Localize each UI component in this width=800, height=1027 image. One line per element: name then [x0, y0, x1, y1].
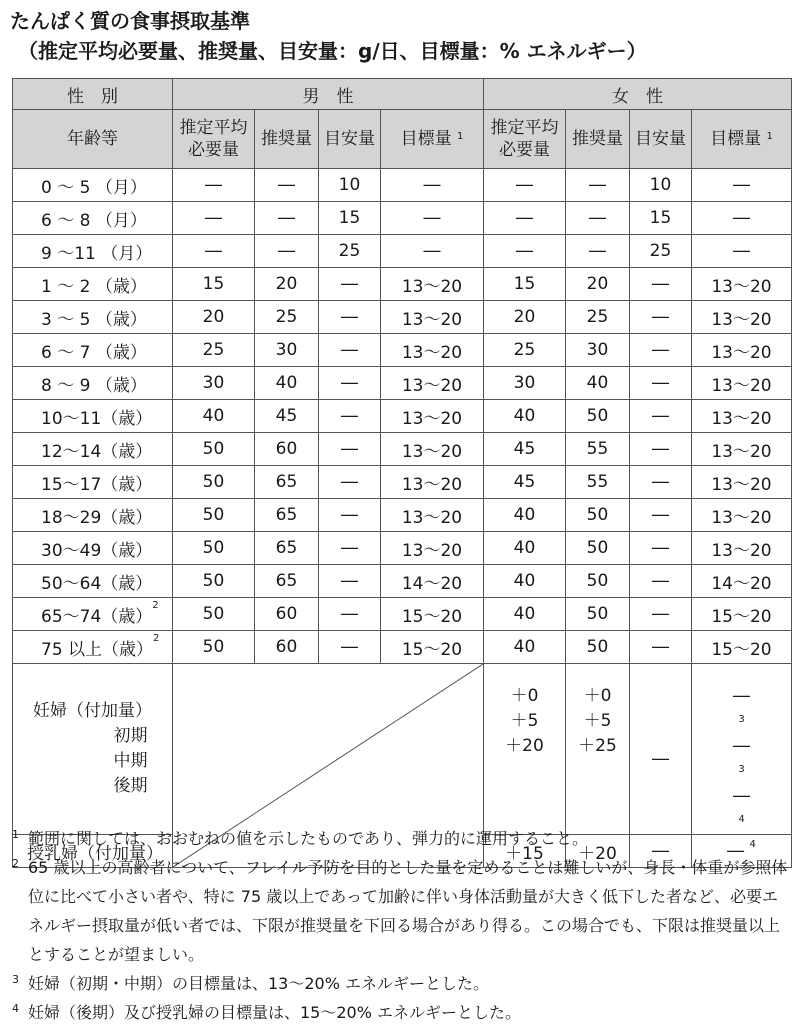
dg-header-note: 1	[766, 131, 773, 142]
male-rda-value: ―	[255, 202, 319, 235]
female-rda-value: 55	[566, 466, 630, 499]
pregnant-dg-early	[692, 684, 791, 734]
female-ai-value: ―	[630, 433, 692, 466]
table-row	[13, 235, 792, 268]
footnotes	[12, 824, 792, 1027]
female-dg-value: ―	[692, 169, 792, 202]
dg-value: ―	[733, 736, 750, 756]
dg-value: ―	[733, 686, 750, 706]
female-ear-value: 40	[484, 598, 566, 631]
male-dg-value: ―	[381, 202, 484, 235]
male-ear-value: 25	[173, 334, 255, 367]
female-ear-value: 45	[484, 466, 566, 499]
male-ear-value: ―	[173, 169, 255, 202]
table-row	[13, 532, 792, 565]
female-ai-value: ―	[630, 565, 692, 598]
age-cell	[13, 433, 173, 466]
age-label: 9 ～11 （月）	[41, 243, 153, 264]
footnote-mark: 3	[12, 973, 19, 986]
pregnant-label: 妊婦（付加量）	[33, 701, 152, 721]
male-dg-value: 13～20	[381, 499, 484, 532]
age-note: 2	[153, 632, 160, 644]
age-label: 6 ～ 8 （月）	[41, 210, 147, 231]
age-cell	[13, 367, 173, 400]
male-rda-value: 60	[255, 631, 319, 664]
male-rda-value: ―	[255, 235, 319, 268]
female-ai-value: ―	[630, 367, 692, 400]
male-ear-value: 50	[173, 532, 255, 565]
female-ear-header	[484, 110, 566, 169]
male-dg-value: ―	[381, 169, 484, 202]
female-dg-value: 13～20	[692, 367, 792, 400]
female-ear-value: 40	[484, 565, 566, 598]
age-label: 75 以上（歳）	[41, 639, 154, 660]
female-ear-value: 25	[484, 334, 566, 367]
dg-note: 3	[738, 714, 745, 725]
female-ai-value: ―	[630, 631, 692, 664]
male-rda-value: 65	[255, 499, 319, 532]
table-row	[13, 334, 792, 367]
female-ear-value: 40	[484, 499, 566, 532]
male-ai-value: 25	[319, 235, 381, 268]
female-dg-value: 13～20	[692, 532, 792, 565]
age-cell	[13, 400, 173, 433]
male-ai-value: ―	[319, 565, 381, 598]
female-ai-value: ―	[630, 532, 692, 565]
female-ai-value: ―	[630, 334, 692, 367]
female-ai-value: ―	[630, 598, 692, 631]
male-rda-value: 65	[255, 565, 319, 598]
pregnant-row	[13, 664, 792, 835]
male-ear-value: 50	[173, 631, 255, 664]
female-rda-value: 50	[566, 499, 630, 532]
pregnant-rda-mid: ＋5	[583, 711, 612, 731]
male-ear-value: 30	[173, 367, 255, 400]
footnote-mark: 1	[12, 828, 19, 841]
age-label: 12～14（歳）	[41, 441, 153, 462]
age-label: 6 ～ 7 （歳）	[41, 342, 147, 363]
female-dg-header	[692, 110, 792, 169]
male-dg-header	[381, 110, 484, 169]
footnote-text: 65 歳以上の高齢者について、フレイル予防を目的とした量を定めることは難しいが、身長・体重が参照体位に比べて小さい者や、特に 75 歳以上であって加齢に伴い身体活動量が大きく低下した者など、必要エネルギー摂取量が低い者では、下限が推奨量を下回る場合があり得る。この場合でも、下限は推奨量以上とすることが望ましい。	[28, 858, 788, 964]
male-dg-value: 13～20	[381, 400, 484, 433]
pregnant-early: 初期	[113, 726, 148, 746]
female-ai-value: ―	[630, 466, 692, 499]
male-dg-value: 15～20	[381, 598, 484, 631]
male-ai-value: ―	[319, 499, 381, 532]
male-ear-value: 15	[173, 268, 255, 301]
male-ear-value: 20	[173, 301, 255, 334]
female-dg-value: ―	[692, 202, 792, 235]
male-dg-value: 14～20	[381, 565, 484, 598]
female-rda-value: ―	[566, 202, 630, 235]
female-ai-header: 目安量	[630, 110, 692, 169]
dg-header-label: 目標量	[710, 129, 762, 149]
male-dg-value: ―	[381, 235, 484, 268]
male-rda-value: 40	[255, 367, 319, 400]
age-note: 2	[152, 599, 159, 611]
female-rda-value: ―	[566, 235, 630, 268]
age-label: 0 ～ 5 （月）	[41, 177, 147, 198]
table-row	[13, 565, 792, 598]
female-dg-value: 13～20	[692, 268, 792, 301]
age-cell	[13, 235, 173, 268]
age-label: 30～49（歳）	[41, 540, 153, 561]
male-dg-value: 13～20	[381, 334, 484, 367]
ear-header-line1: 推定平均	[179, 118, 248, 138]
dg-note: 4	[749, 839, 756, 850]
male-rda-value: 30	[255, 334, 319, 367]
pregnant-dg-cell	[692, 664, 792, 835]
male-ai-header: 目安量	[319, 110, 381, 169]
age-cell	[13, 466, 173, 499]
age-label: 3 ～ 5 （歳）	[41, 309, 147, 330]
male-dg-value: 15～20	[381, 631, 484, 664]
female-ear-value: ―	[484, 235, 566, 268]
table-row	[13, 499, 792, 532]
male-ai-value: ―	[319, 334, 381, 367]
pregnant-ear-early: ＋0	[510, 686, 539, 706]
age-cell	[13, 631, 173, 664]
table-row	[13, 169, 792, 202]
dg-header-note: 1	[457, 131, 464, 142]
female-ear-value: ―	[484, 202, 566, 235]
female-rda-value: 50	[566, 631, 630, 664]
table-body	[13, 169, 792, 868]
table-row	[13, 631, 792, 664]
female-dg-value: 15～20	[692, 631, 792, 664]
male-ai-value: 10	[319, 169, 381, 202]
male-rda-value: ―	[255, 169, 319, 202]
table-row	[13, 202, 792, 235]
male-ai-value: ―	[319, 532, 381, 565]
footnote-mark: 4	[12, 1002, 19, 1015]
age-cell	[13, 301, 173, 334]
male-ai-value: ―	[319, 466, 381, 499]
male-dg-value: 13～20	[381, 532, 484, 565]
table-row	[13, 400, 792, 433]
sex-header: 性 別	[13, 79, 173, 110]
age-label: 15～17（歳）	[41, 474, 153, 495]
pregnant-rda-cell	[566, 664, 630, 835]
male-ai-value: ―	[319, 301, 381, 334]
female-ear-value: 30	[484, 367, 566, 400]
ear-header-line2: 必要量	[188, 140, 239, 160]
male-ai-value: ―	[319, 631, 381, 664]
footnote	[12, 969, 792, 998]
male-ear-value: ―	[173, 202, 255, 235]
female-rda-value: 20	[566, 268, 630, 301]
male-ear-value: 50	[173, 466, 255, 499]
age-label: 50～64（歳）	[41, 573, 153, 594]
female-rda-value: 30	[566, 334, 630, 367]
male-ear-header	[173, 110, 255, 169]
male-rda-value: 25	[255, 301, 319, 334]
page-title	[10, 6, 647, 66]
table-row	[13, 367, 792, 400]
female-dg-value: 13～20	[692, 433, 792, 466]
lactating-rda: ＋20	[566, 835, 630, 868]
male-ear-value: 40	[173, 400, 255, 433]
ear-header-line2: 必要量	[499, 140, 550, 160]
table-row	[13, 301, 792, 334]
pregnant-mid: 中期	[113, 751, 148, 771]
male-ai-value: ―	[319, 433, 381, 466]
footnote	[12, 853, 792, 969]
table-row	[13, 598, 792, 631]
male-rda-value: 45	[255, 400, 319, 433]
female-rda-value: 40	[566, 367, 630, 400]
female-ear-value: 20	[484, 301, 566, 334]
male-header: 男 性	[173, 79, 484, 110]
female-ear-value: 40	[484, 532, 566, 565]
female-dg-value: 13～20	[692, 334, 792, 367]
male-rda-header: 推奨量	[255, 110, 319, 169]
male-ear-value: 50	[173, 565, 255, 598]
pregnant-ai-cell: ―	[630, 664, 692, 835]
female-rda-value: 50	[566, 532, 630, 565]
female-rda-value: ―	[566, 169, 630, 202]
male-ai-value: 15	[319, 202, 381, 235]
male-rda-value: 60	[255, 433, 319, 466]
pregnant-rda-early: ＋0	[583, 686, 612, 706]
female-dg-value: 13～20	[692, 301, 792, 334]
age-cell	[13, 499, 173, 532]
dg-header-label: 目標量	[400, 129, 452, 149]
female-ai-value: 10	[630, 169, 692, 202]
age-cell	[13, 202, 173, 235]
female-ear-value: ―	[484, 169, 566, 202]
female-rda-value: 25	[566, 301, 630, 334]
pregnant-ear-cell	[484, 664, 566, 835]
age-cell	[13, 268, 173, 301]
female-ai-value: 25	[630, 235, 692, 268]
dg-note: 4	[738, 814, 745, 825]
pregnant-label-cell	[13, 664, 173, 835]
lactating-ai: ―	[630, 835, 692, 868]
female-header: 女 性	[484, 79, 792, 110]
female-dg-value: 13～20	[692, 499, 792, 532]
male-dg-value: 13～20	[381, 367, 484, 400]
female-rda-header: 推奨量	[566, 110, 630, 169]
female-dg-value: 13～20	[692, 466, 792, 499]
female-ear-value: 40	[484, 631, 566, 664]
male-ear-value: 50	[173, 433, 255, 466]
male-ai-value: ―	[319, 268, 381, 301]
male-rda-value: 60	[255, 598, 319, 631]
age-label: 8 ～ 9 （歳）	[41, 375, 147, 396]
footnote-text: 範囲に関しては、おおむねの値を示したものであり、弾力的に運用すること。	[28, 829, 589, 848]
female-ai-value: 15	[630, 202, 692, 235]
female-dg-value: 14～20	[692, 565, 792, 598]
female-rda-value: 50	[566, 400, 630, 433]
age-label: 1 ～ 2 （歳）	[41, 276, 147, 297]
title-line-1: たんぱく質の食事摂取基準	[10, 9, 250, 33]
footnote	[12, 824, 792, 853]
female-ai-value: ―	[630, 499, 692, 532]
footnote-text: 妊婦（初期・中期）の目標量は、13～20% エネルギーとした。	[28, 974, 490, 993]
male-rda-value: 65	[255, 532, 319, 565]
pregnant-ear-mid: ＋5	[510, 711, 539, 731]
age-label: 18～29（歳）	[41, 507, 153, 528]
table-row	[13, 433, 792, 466]
female-ai-value: ―	[630, 400, 692, 433]
ear-header-line1: 推定平均	[490, 118, 559, 138]
age-cell	[13, 334, 173, 367]
pregnant-dg-mid	[692, 734, 791, 784]
female-rda-value: 55	[566, 433, 630, 466]
male-ai-value: ―	[319, 400, 381, 433]
pregnant-ear-late: ＋20	[505, 736, 544, 756]
female-rda-value: 50	[566, 565, 630, 598]
male-ai-value: ―	[319, 367, 381, 400]
lactating-ear: ＋15	[484, 835, 566, 868]
female-ai-value: ―	[630, 268, 692, 301]
table-row	[13, 466, 792, 499]
female-rda-value: 50	[566, 598, 630, 631]
protein-intake-table	[12, 78, 792, 868]
male-ear-value: 50	[173, 499, 255, 532]
female-dg-value: 15～20	[692, 598, 792, 631]
male-rda-value: 20	[255, 268, 319, 301]
footnote	[12, 998, 792, 1027]
male-dg-value: 13～20	[381, 268, 484, 301]
female-ear-value: 45	[484, 433, 566, 466]
female-dg-value: ―	[692, 235, 792, 268]
male-ai-value: ―	[319, 598, 381, 631]
dg-note: 3	[738, 764, 745, 775]
male-dg-value: 13～20	[381, 433, 484, 466]
dg-value: ―	[733, 786, 750, 806]
male-dg-value: 13～20	[381, 301, 484, 334]
age-cell	[13, 169, 173, 202]
footnote-mark: 2	[12, 857, 19, 870]
table-row	[13, 268, 792, 301]
age-header: 年齢等	[13, 110, 173, 169]
female-ear-value: 40	[484, 400, 566, 433]
dg-value: ―	[727, 841, 745, 861]
title-line-2: （推定平均必要量、推奨量、目安量：g/日、目標量：% エネルギー）	[18, 39, 647, 63]
age-label: 65～74（歳）	[41, 606, 153, 627]
female-dg-value: 13～20	[692, 400, 792, 433]
age-label: 10～11（歳）	[41, 408, 153, 429]
age-cell	[13, 598, 173, 631]
pregnant-late: 後期	[113, 776, 148, 796]
female-ear-value: 15	[484, 268, 566, 301]
male-ear-value: ―	[173, 235, 255, 268]
female-ai-value: ―	[630, 301, 692, 334]
male-rda-value: 65	[255, 466, 319, 499]
lactating-label: 授乳婦（付加量）	[13, 835, 173, 868]
male-dg-value: 13～20	[381, 466, 484, 499]
age-cell	[13, 532, 173, 565]
male-ear-value: 50	[173, 598, 255, 631]
age-cell	[13, 565, 173, 598]
footnote-text: 妊婦（後期）及び授乳婦の目標量は、15～20% エネルギーとした。	[28, 1003, 522, 1022]
pregnant-rda-late: ＋25	[578, 736, 617, 756]
